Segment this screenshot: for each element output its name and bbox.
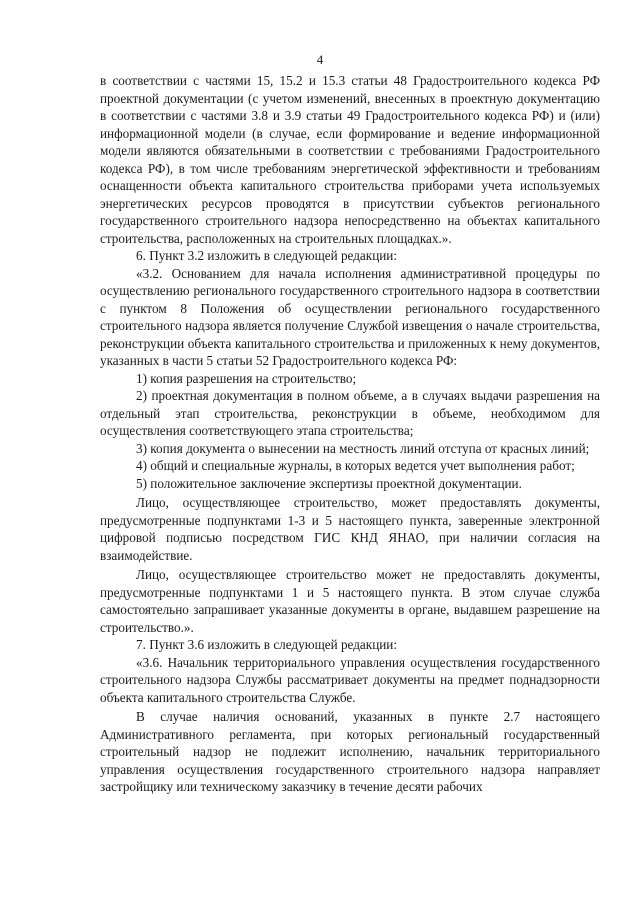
paragraph-item-7-heading: 7. Пункт 3.6 изложить в следующей редакции: [136,637,398,652]
paragraph-3-6: «3.6. Начальник территориального управления осуществления государственного строительного надзора Службы рассматривает документы на предмет поднадзорности объекта капитального строительства Службе. [100,654,600,705]
page-number: 4 [316,52,324,67]
list-item-3: 3) копия документа о вынесении на местность линий отступа от красных линий; [136,440,590,456]
paragraph-3-2: «3.2. Основанием для начала исполнения административной процедуры по осуществлению регионального государственного строительного надзора в соответствии с пунктом 8 Положения об осуществлении регионального государственного строительного надзора является получение Службой извещения о начале строительства, реконструкции объекта капитального строительства и приложенных к нему документов, указанных в части 5 статьи 52 Градостроительного кодекса РФ: [100,265,600,368]
paragraph-item-6-heading: 6. Пункт 3.2 изложить в следующей редакции: [136,248,398,263]
paragraph-grounds: В случае наличия оснований, указанных в пункте 2.7 настоящего Административного регламента, при которых региональный государственный строительный надзор не подлежит исполнению, начальник территориального управления осуществления государственного строительного надзора направляет застройщику или техническому заказчику в течение десяти рабочих [100,709,600,794]
list-item-1: 1) копия разрешения на строительство; [136,370,357,386]
paragraph-continuation: в соответствии с частями 15, 15.2 и 15.3 статьи 48 Градостроительного кодекса РФ проектной документации (с учетом изменений, внесенных в проектную документацию в соответствии с частями 3.8 и 3.9 статьи 49 Градостроительного кодекса РФ) и (или) информационной модели (в случае, если формирование и ведение информационной модели являются обязательными в соответствии с требованиями Градостроительного кодекса РФ), в том числе требованиям энергетической эффективности и требованиям оснащенности объекта капитального строительства приборами учета используемых энергетических ресурсов проводятся в присутствии субъектов регионального государственного строительного надзора непосредственно на объектах капитального строительства, расположенных на строительных площадках.». [100,73,600,246]
document-body [100,72,600,796]
list-item-2: 2) проектная документация в полном объеме, а в случаях выдачи разрешения на отдельный этап строительства, реконструкции в объеме, необходимом для осуществления соответствующего этапа строительства; [100,388,600,438]
paragraph-ecp-submission: Лицо, осуществляющее строительство, может предоставлять документы, предусмотренные подпунктами 1-3 и 5 настоящего пункта, заверенные электронной цифровой подписью посредством ГИС КНД ЯНАО, при наличии согласия на взаимодействие. [100,495,600,563]
list-item-4: 4) общий и специальные журналы, в которых ведется учет выполнения работ; [136,458,575,473]
list-item-5: 5) положительное заключение экспертизы проектной документации. [136,475,522,491]
paragraph-optional-submission: Лицо, осуществляющее строительство может не предоставлять документы, предусмотренные подпунктами 1 и 5 настоящего пункта. В этом случае служба самостоятельно запрашивает указанные документы в органе, выдавшем разрешение на строительство.». [100,567,600,635]
